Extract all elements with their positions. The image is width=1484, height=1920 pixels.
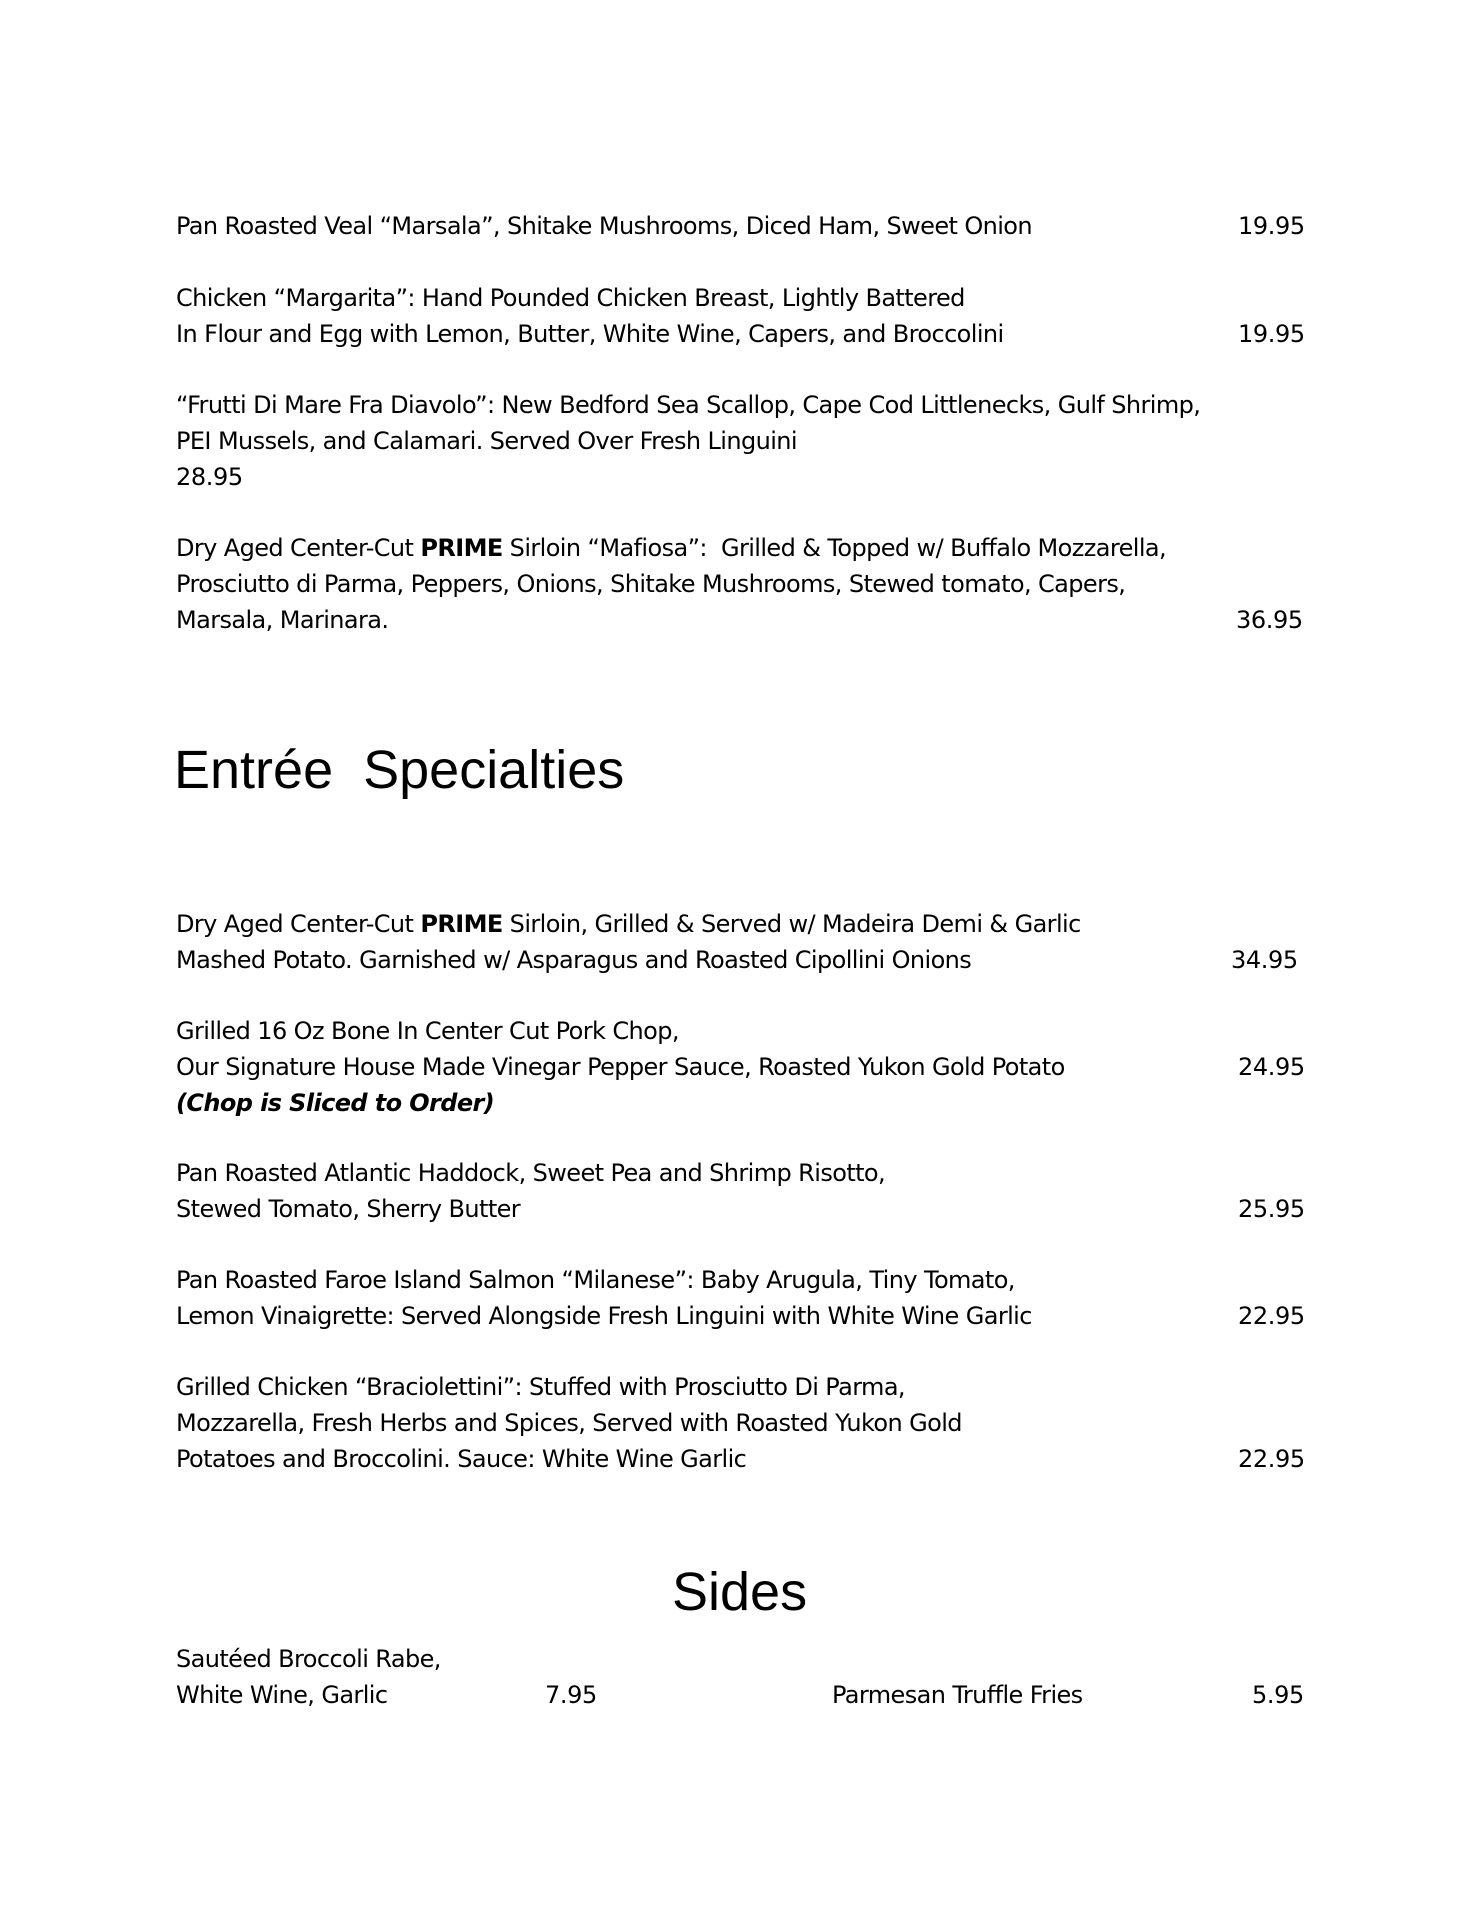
item-price: 22.95 xyxy=(1238,1445,1305,1473)
item-description: In Flour and Egg with Lemon, Butter, White Wine, Capers, and Broccolini xyxy=(176,320,1004,348)
item-description: Mozzarella, Fresh Herbs and Spices, Served with Roasted Yukon Gold xyxy=(176,1409,962,1437)
text-span: Dry Aged Center-Cut xyxy=(176,534,421,562)
item-description xyxy=(176,530,1166,566)
item-description: Stewed Tomato, Sherry Butter xyxy=(176,1195,521,1223)
item-description xyxy=(176,906,1081,942)
item-description: Mashed Potato. Garnished w/ Asparagus and Roasted Cipollini Onions xyxy=(176,946,972,974)
section-title-sides: Sides xyxy=(672,1562,808,1622)
item-price: 36.95 xyxy=(1236,606,1303,634)
item-description: Prosciutto di Parma, Peppers, Onions, Shitake Mushrooms, Stewed tomato, Capers, xyxy=(176,570,1126,598)
item-price: 28.95 xyxy=(176,463,243,491)
item-description: “Frutti Di Mare Fra Diavolo”: New Bedford Sea Scallop, Cape Cod Littlenecks, Gulf Shrimp, xyxy=(176,391,1201,419)
item-price: 34.95 xyxy=(1231,946,1298,974)
text-span: Dry Aged Center-Cut xyxy=(176,910,421,938)
item-note: (Chop is Sliced to Order) xyxy=(176,1089,495,1117)
item-description: Our Signature House Made Vinegar Pepper Sauce, Roasted Yukon Gold Potato xyxy=(176,1053,1065,1081)
section-title-entree: Entrée Specialties xyxy=(174,740,625,800)
item-price: 19.95 xyxy=(1238,212,1305,240)
item-price: 22.95 xyxy=(1238,1302,1305,1330)
item-description: Pan Roasted Veal “Marsala”, Shitake Mushrooms, Diced Ham, Sweet Onion xyxy=(176,212,1032,240)
item-price: 7.95 xyxy=(545,1681,597,1709)
item-price: 24.95 xyxy=(1238,1053,1305,1081)
prime-label: PRIME xyxy=(420,534,503,562)
prime-label: PRIME xyxy=(420,910,503,938)
item-description: White Wine, Garlic xyxy=(176,1681,388,1709)
item-description: Grilled 16 Oz Bone In Center Cut Pork Chop, xyxy=(176,1017,679,1045)
item-description: Potatoes and Broccolini. Sauce: White Wine Garlic xyxy=(176,1445,747,1473)
item-description: Chicken “Margarita”: Hand Pounded Chicken Breast, Lightly Battered xyxy=(176,284,965,312)
item-description: Lemon Vinaigrette: Served Alongside Fresh Linguini with White Wine Garlic xyxy=(176,1302,1032,1330)
item-price: 5.95 xyxy=(1252,1681,1304,1709)
item-description: Parmesan Truffle Fries xyxy=(832,1681,1083,1709)
text-span: Sirloin, Grilled & Served w/ Madeira Demi & Garlic xyxy=(502,910,1081,938)
item-description: Sautéed Broccoli Rabe, xyxy=(176,1645,441,1673)
item-description: PEI Mussels, and Calamari. Served Over Fresh Linguini xyxy=(176,427,797,455)
item-description: Pan Roasted Atlantic Haddock, Sweet Pea and Shrimp Risotto, xyxy=(176,1159,886,1187)
item-price: 19.95 xyxy=(1238,320,1305,348)
item-description: Grilled Chicken “Braciolettini”: Stuffed with Prosciutto Di Parma, xyxy=(176,1373,905,1401)
item-description: Pan Roasted Faroe Island Salmon “Milanese”: Baby Arugula, Tiny Tomato, xyxy=(176,1266,1015,1294)
item-price: 25.95 xyxy=(1238,1195,1305,1223)
item-description: Marsala, Marinara. xyxy=(176,606,389,634)
text-span: Sirloin “Mafiosa”: Grilled & Topped w/ Buffalo Mozzarella, xyxy=(502,534,1167,562)
